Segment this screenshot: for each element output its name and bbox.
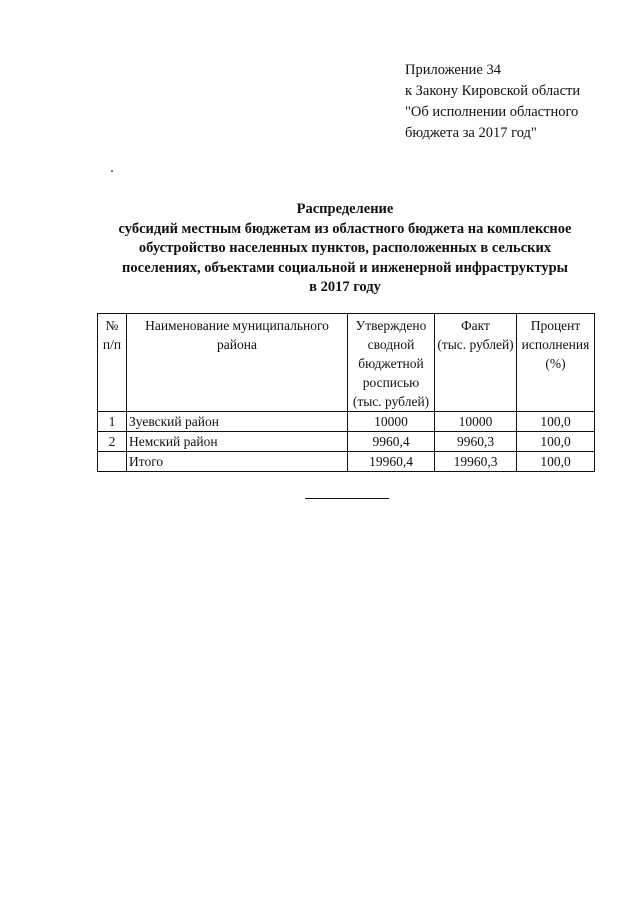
cell-num: 2 [98,432,127,452]
appendix-line: Приложение 34 [405,62,501,78]
header-approved: Утверждено сводной бюджетной росписью (тыс. рублей) [348,314,435,412]
closing-rule [305,498,389,499]
title-line: субсидий местным бюджетам из областного бюджета на комплексное [118,220,572,237]
cell-approved: 9960,4 [348,432,435,452]
header-name: Наименование муниципального района [127,314,348,412]
cell-name: Зуевский район [127,412,348,432]
title-line: в 2017 году [309,279,381,295]
cell-name: Итого [127,452,348,472]
cell-approved: 19960,4 [348,452,435,472]
table-row [98,412,595,432]
title-line: Распределение [296,201,394,217]
table-row [98,432,595,452]
cell-num: 1 [98,412,127,432]
header-num: № п/п [98,314,127,412]
appendix-block [405,60,580,144]
appendix-line: "Об исполнении областного [405,104,579,120]
cell-fact: 9960,3 [435,432,517,452]
cell-name: Немский район [127,432,348,452]
title-line: обустройство населенных пунктов, расположенных в сельских [138,240,552,256]
cell-fact: 19960,3 [435,452,517,472]
cell-percent: 100,0 [517,412,595,432]
subsidy-table [97,313,595,472]
title-line: поселениях, объектами социальной и инженерной инфраструктуры [122,259,568,276]
cell-fact: 10000 [435,412,517,432]
appendix-line: к Закону Кировской области [405,83,581,99]
document-title [90,200,600,298]
cell-approved: 10000 [348,412,435,432]
cell-percent: 100,0 [517,452,595,472]
header-fact: Факт (тыс. рублей) [435,314,517,412]
cell-percent: 100,0 [517,432,595,452]
scan-speck [111,170,113,172]
header-percent: Процент исполнения (%) [517,314,595,412]
table-header-row [98,314,595,412]
table-total-row [98,452,595,472]
cell-num [98,452,127,472]
appendix-line: бюджета за 2017 год" [405,125,537,141]
